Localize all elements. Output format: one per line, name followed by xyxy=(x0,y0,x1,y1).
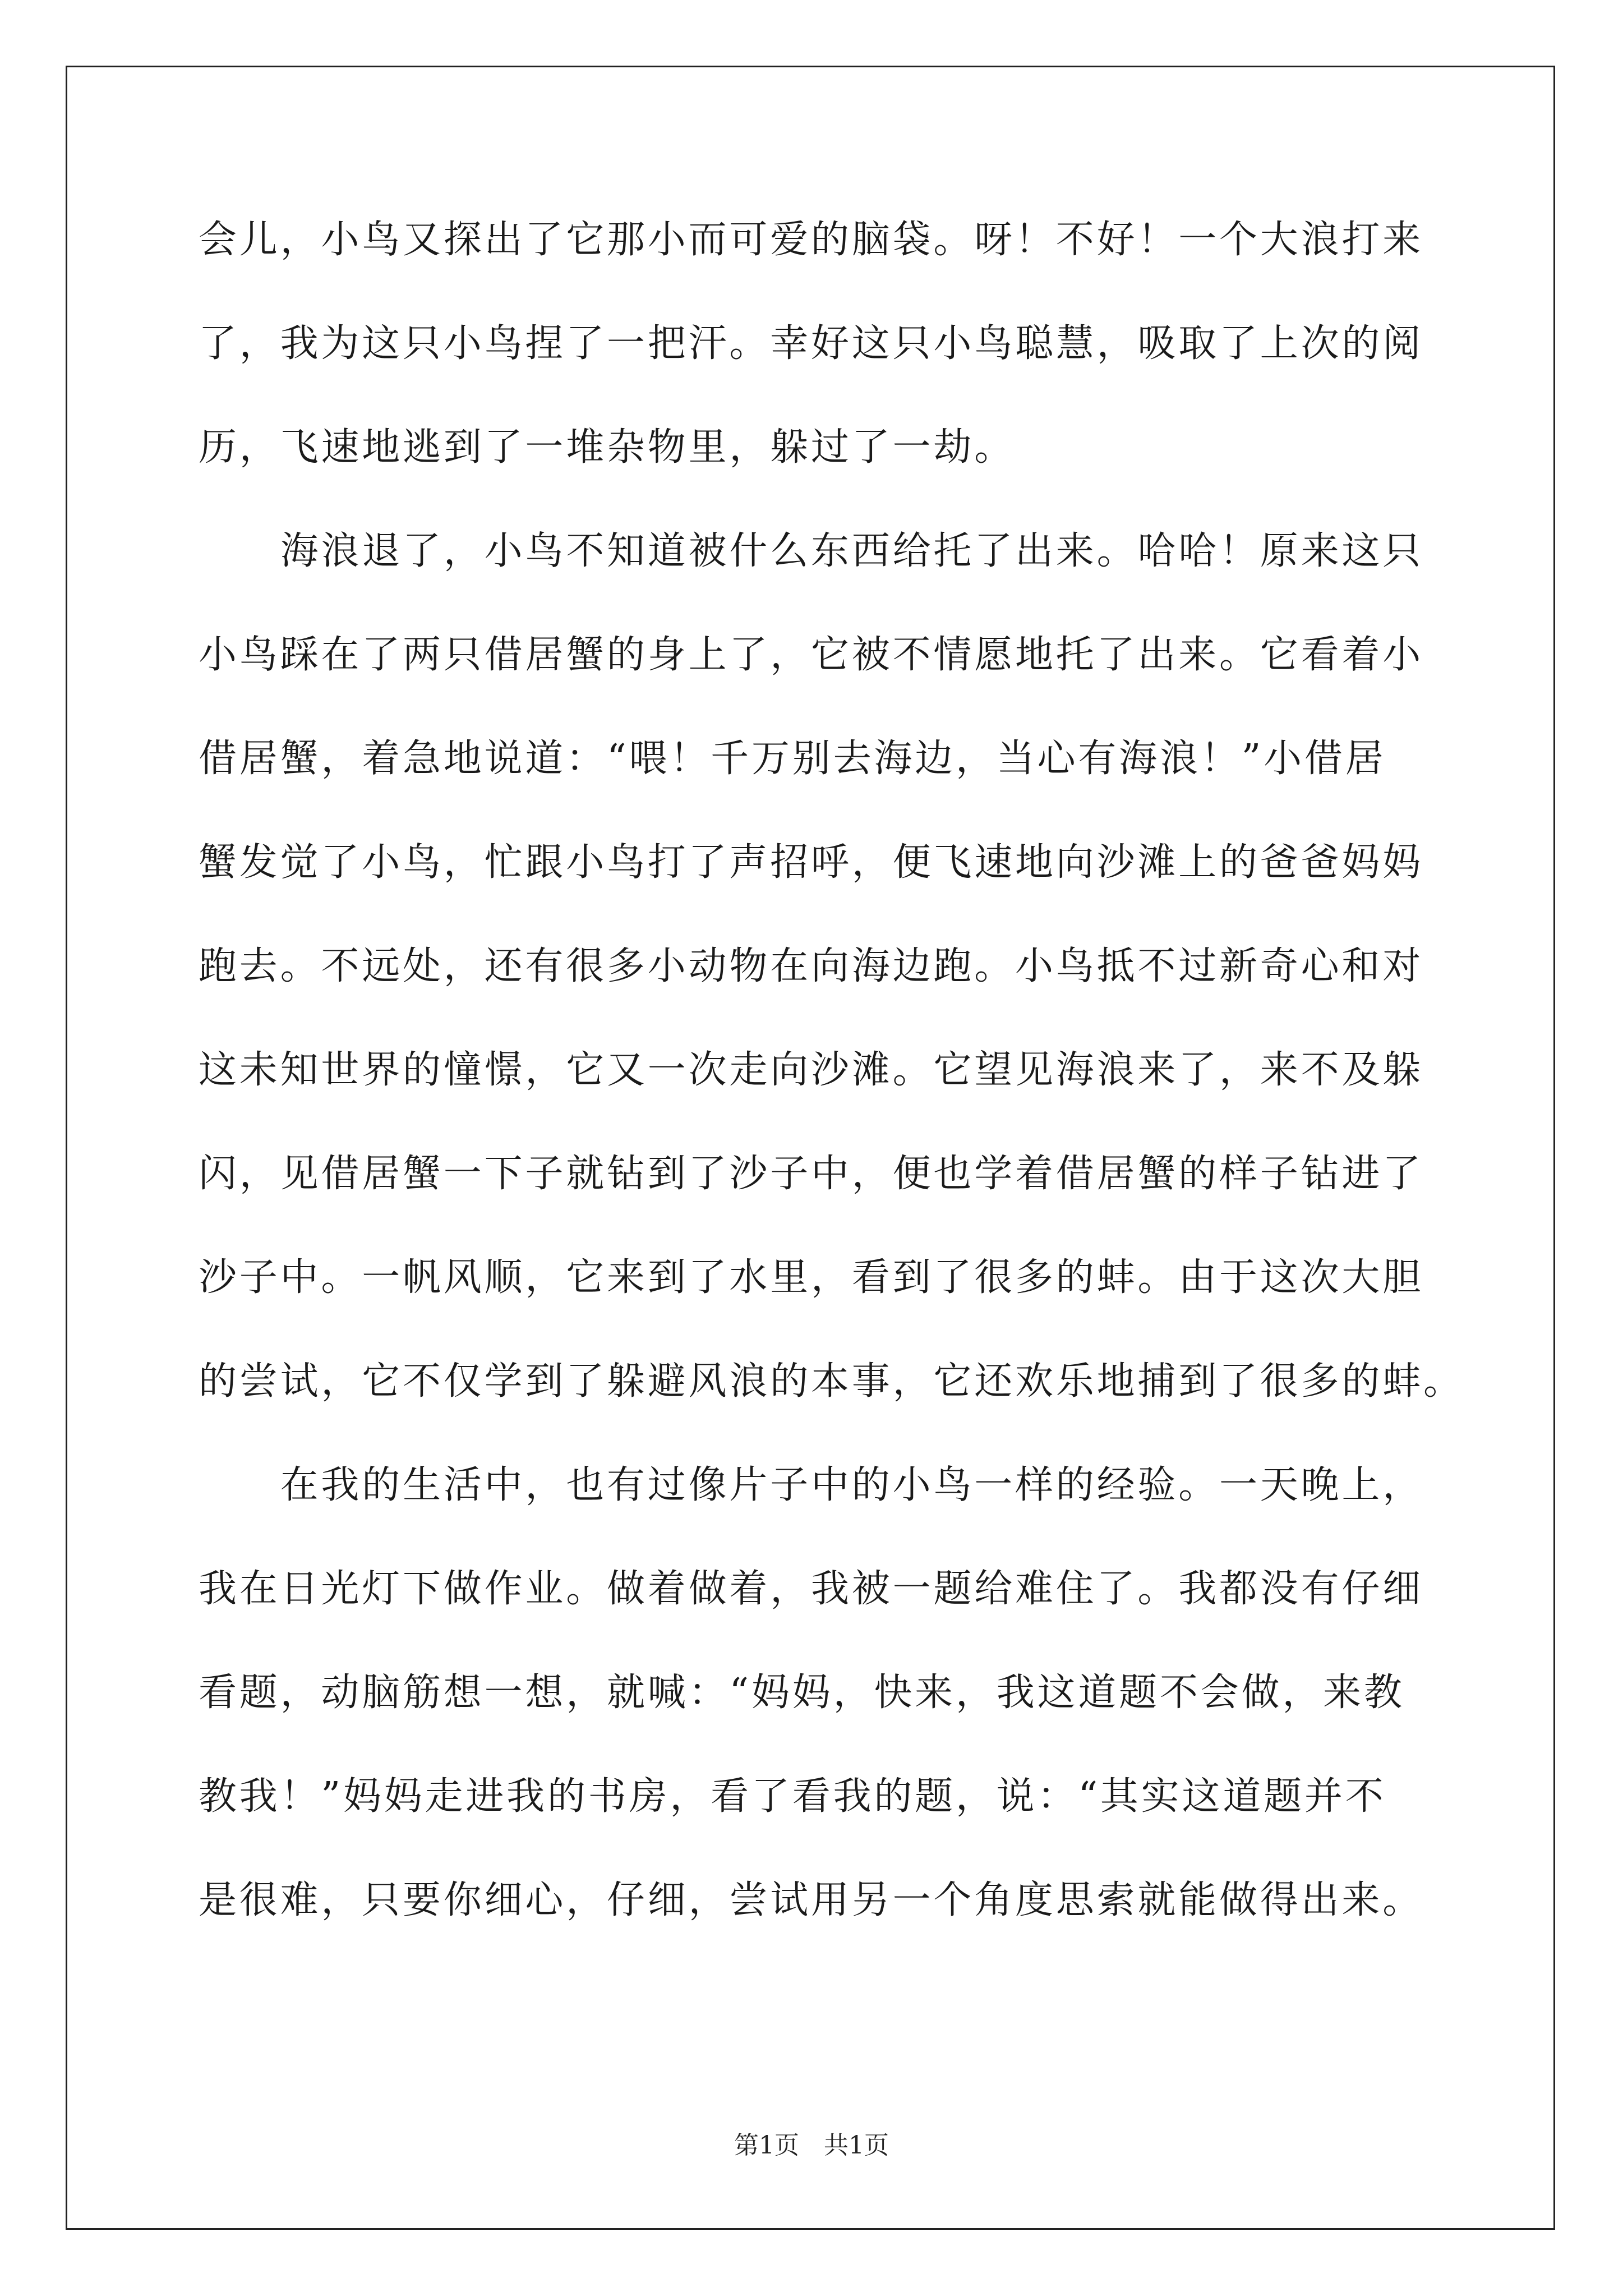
text-line: 教我！”妈妈走进我的书房，看了看我的题，说：“其实这道题并不 xyxy=(199,1774,1386,1819)
page-footer xyxy=(0,2129,1623,2162)
text-line: 看题，动脑筋想一想，就喊：“妈妈，快来，我这道题不会做，来教 xyxy=(199,1671,1405,1715)
page-number: 第1页 xyxy=(734,2131,799,2160)
text-line: 这未知世界的憧憬，它又一次走向沙滩。它望见海浪来了，来不及躲 xyxy=(199,1048,1424,1092)
text-line: 了，我为这只小鸟捏了一把汗。幸好这只小鸟聪慧，吸取了上次的阅 xyxy=(199,321,1424,366)
text-line: 跑去。不远处，还有很多小动物在向海边跑。小鸟抵不过新奇心和对 xyxy=(199,944,1424,988)
text-line: 会儿，小鸟又探出了它那小而可爱的脑袋。呀！不好！一个大浪打来 xyxy=(199,218,1424,262)
text-line: 蟹发觉了小鸟，忙跟小鸟打了声招呼，便飞速地向沙滩上的爸爸妈妈 xyxy=(199,840,1424,885)
text-line: 小鸟踩在了两只借居蟹的身上了，它被不情愿地托了出来。它看着小 xyxy=(199,633,1424,677)
text-line: 是很难，只要你细心，仔细，尝试用另一个角度思索就能做得出来。 xyxy=(199,1878,1424,1922)
text-line: 的尝试，它不仅学到了躲避风浪的本事，它还欢乐地捕到了很多的蚌。 xyxy=(199,1359,1464,1404)
text-line: 历，飞速地逃到了一堆杂物里，躲过了一劫。 xyxy=(199,425,1016,470)
text-line: 在我的生活中，也有过像片子中的小鸟一样的经验。一天晚上， xyxy=(199,1463,1424,1507)
page-total: 共1页 xyxy=(824,2131,889,2160)
text-line: 我在日光灯下做作业。做着做着，我被一题给难住了。我都没有仔细 xyxy=(199,1567,1424,1611)
text-line: 闪，见借居蟹一下子就钻到了沙子中，便也学着借居蟹的样子钻进了 xyxy=(199,1152,1424,1196)
text-line: 海浪退了，小鸟不知道被什么东西给托了出来。哈哈！原来这只 xyxy=(199,529,1424,573)
text-line: 沙子中。一帆风顺，它来到了水里，看到了很多的蚌。由于这次大胆 xyxy=(199,1255,1424,1300)
text-line: 借居蟹，着急地说道：“喂！千万别去海边，当心有海浪！”小借居 xyxy=(199,737,1386,781)
body-text xyxy=(199,212,1464,1976)
